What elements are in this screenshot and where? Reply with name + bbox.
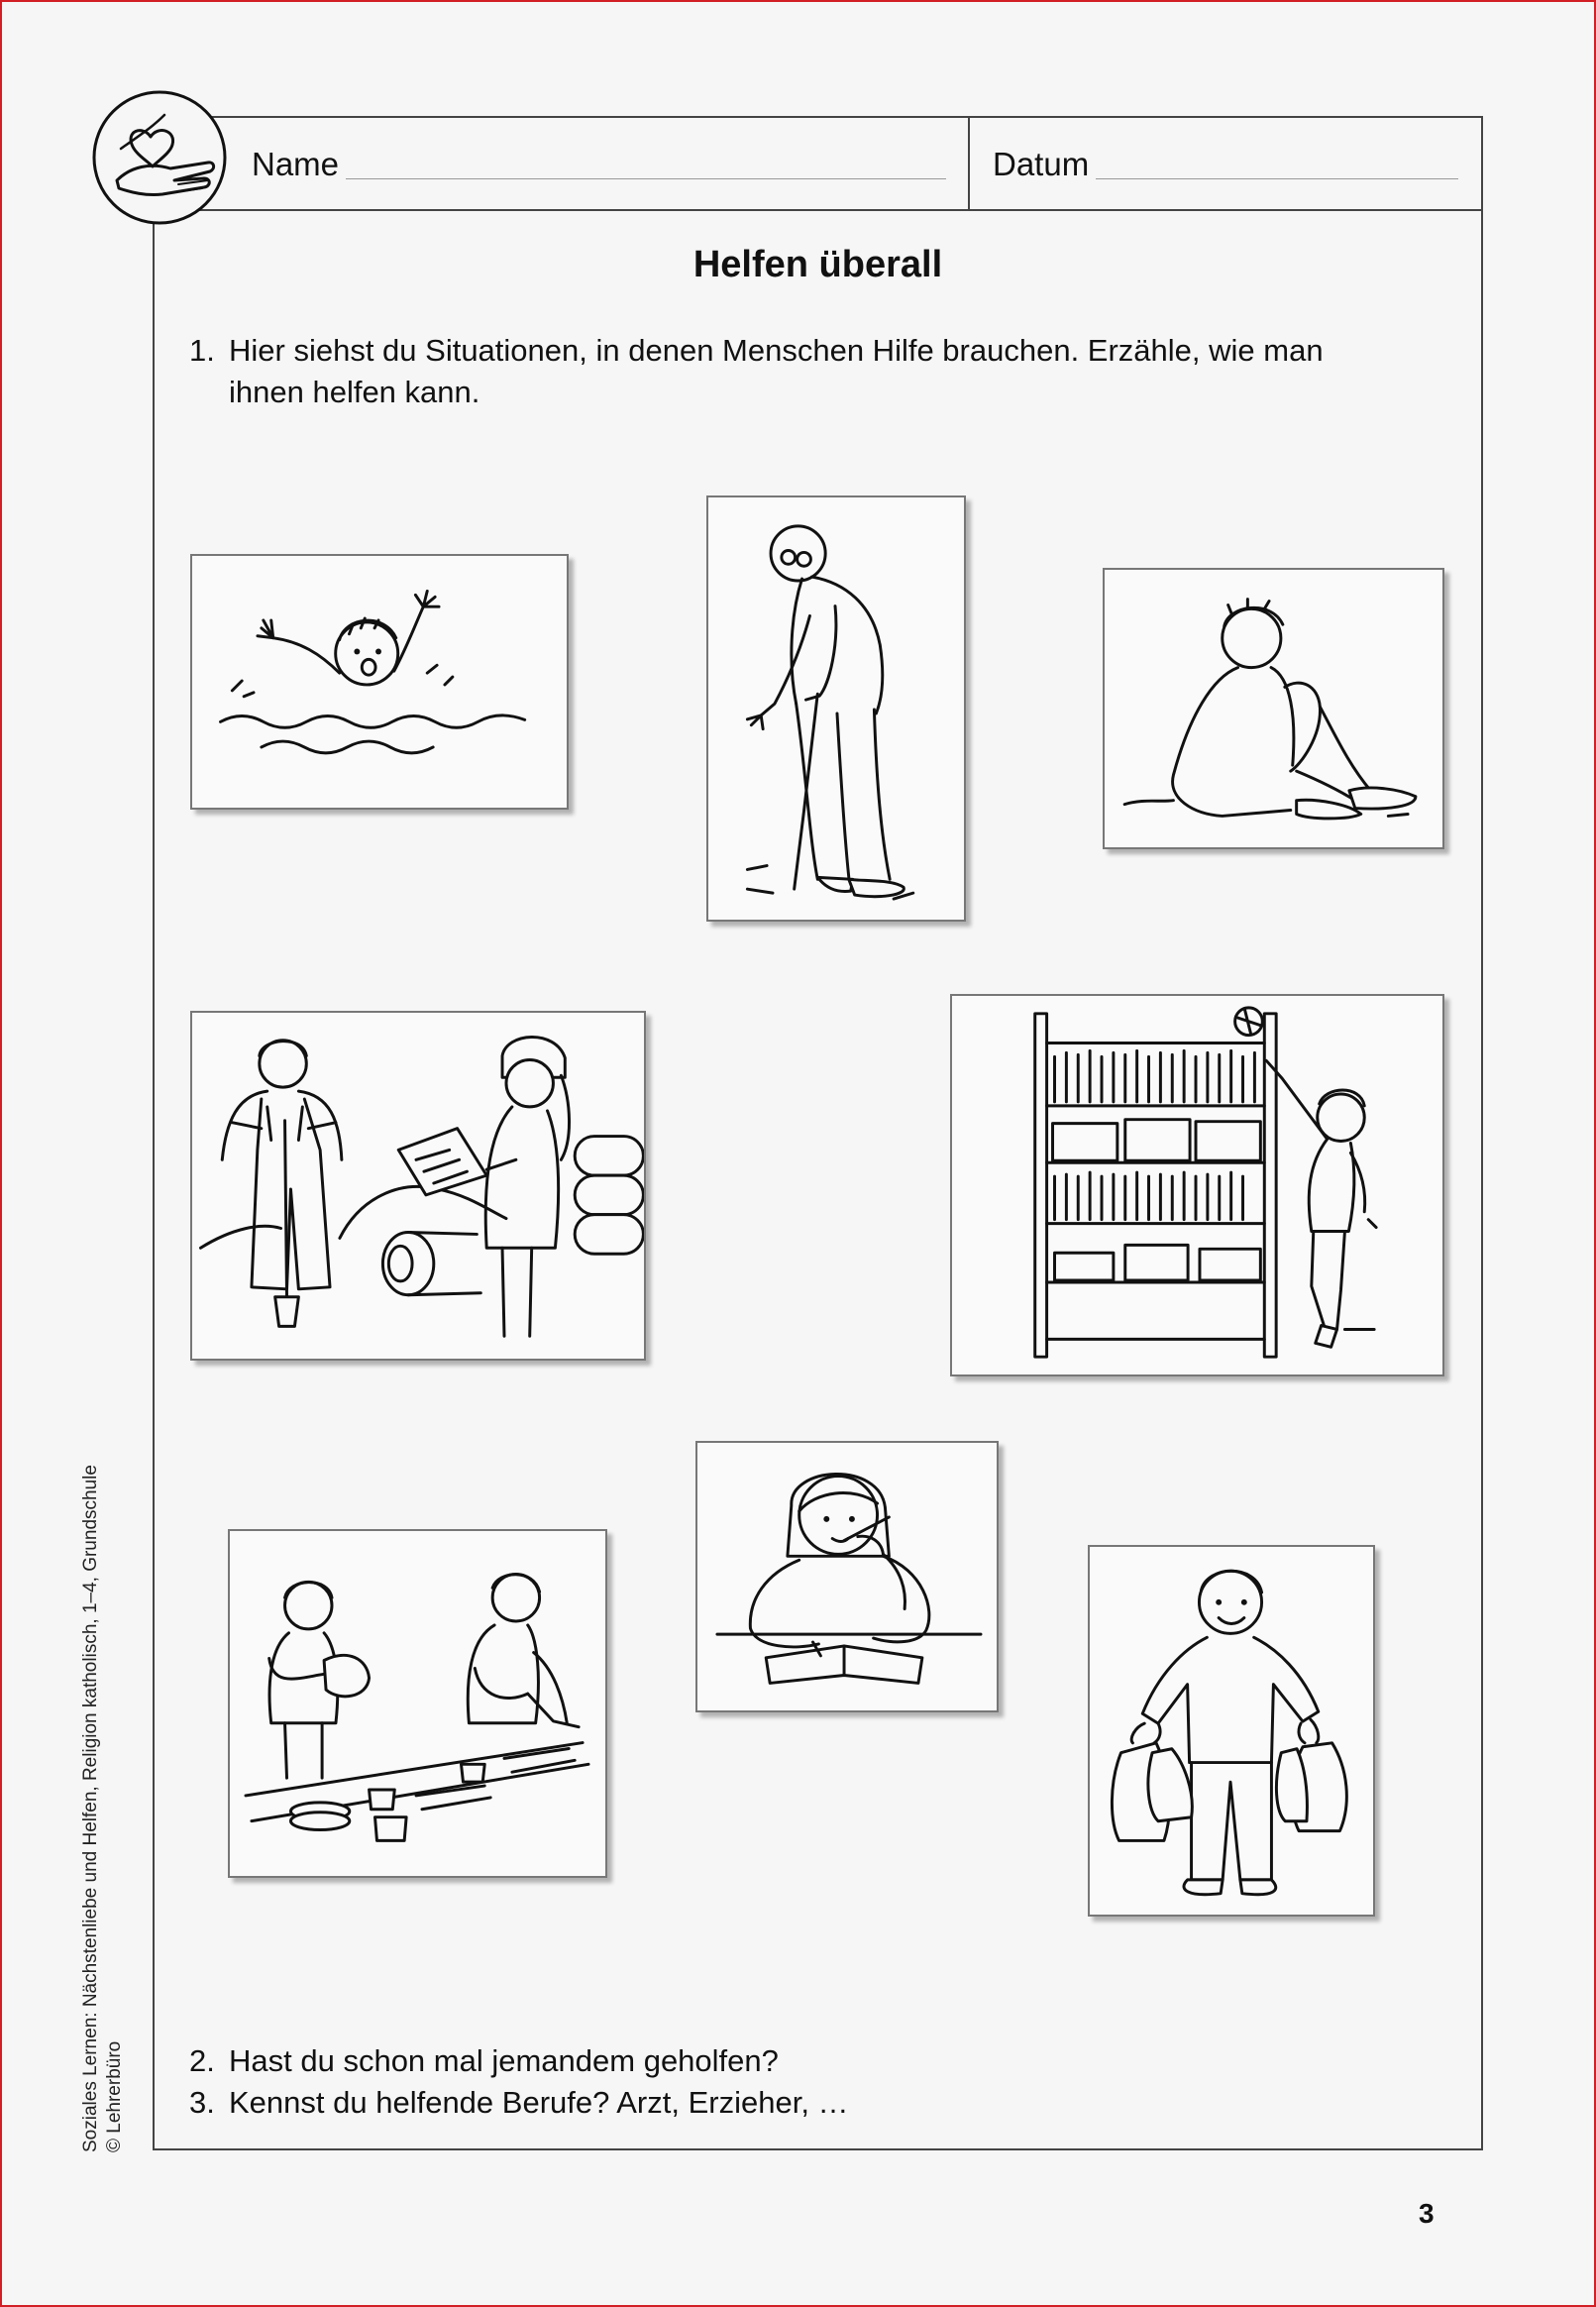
source-line: Soziales Lernen: Nächstenliebe und Helfen, Religion katholisch, 1–4, Grundschule — [80, 1465, 101, 2152]
copyright-line: © Lehrerbüro — [104, 2040, 125, 2152]
hand-heart-icon — [91, 89, 228, 226]
girl-thinking-over-book-illustration — [695, 1441, 999, 1712]
copyright-sidebar — [79, 1465, 127, 2152]
date-label: Datum — [993, 146, 1090, 182]
child-reaching-ball-on-bookshelf-illustration — [950, 994, 1444, 1376]
hurt-boy-holding-knee-illustration — [1103, 568, 1444, 849]
boy-carrying-shopping-bags-illustration — [1088, 1545, 1375, 1917]
task-1 — [189, 330, 1467, 419]
task-number: 1. — [189, 333, 215, 368]
task-text: Kennst du helfende Berufe? Arzt, Erzieher, … — [229, 2085, 849, 2120]
elderly-man-with-cane-illustration — [706, 495, 966, 922]
task-text-line: ihnen helfen kann. — [229, 375, 480, 409]
page-number: 3 — [1419, 2198, 1435, 2229]
task-text: Hast du schon mal jemandem geholfen? — [229, 2043, 779, 2078]
date-field[interactable] — [1096, 178, 1458, 179]
name-label: Name — [252, 146, 340, 182]
header-divider — [968, 116, 970, 209]
task-number: 3. — [189, 2085, 215, 2120]
worksheet-header — [153, 116, 1483, 211]
task-text-line: Hier siehst du Situationen, in denen Menschen Hilfe brauchen. Erzähle, wie man — [229, 333, 1324, 368]
name-field[interactable] — [346, 178, 946, 179]
task-2 — [189, 2040, 1467, 2082]
children-clearing-table-illustration — [228, 1529, 607, 1878]
task-3 — [189, 2082, 1467, 2124]
gardener-and-woman-with-map-illustration — [190, 1011, 646, 1361]
task-number: 2. — [189, 2043, 215, 2078]
worksheet-title: Helfen überall — [692, 244, 943, 285]
drowning-child-illustration — [190, 554, 569, 810]
